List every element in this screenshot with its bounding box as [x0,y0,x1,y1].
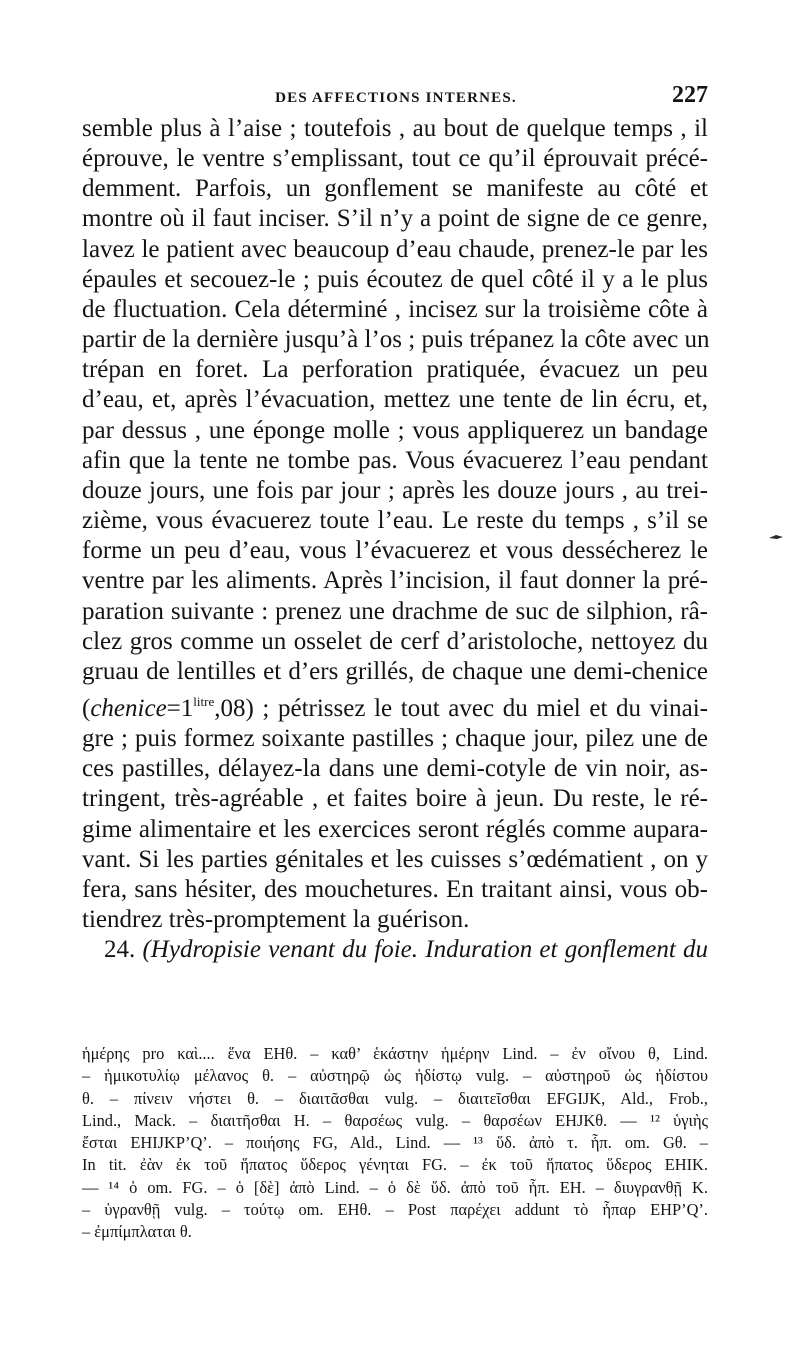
body-line: gre ; puis formez soixante pastilles ; chaque jour, pilez une de [82,725,708,753]
footnote-line: Lind., Mack. – διαιτῆσθαι H. – θαρσέως vulg. – θαρσέων EHJKθ. — ¹² ὑγιὴς [82,1110,708,1130]
footnotes [82,1043,708,1244]
chenice-rest: ,08) ; pétrissez le tout avec du miel et du vinai- [214,694,708,722]
body-line: d’eau, et, après l’évacuation, mettez une tente de lin écru, et, [82,386,708,414]
body-line: trépan en foret. La perforation pratiquée, évacuez un peu [82,356,708,384]
footnote-line: In tit. ἐὰν ἐκ τοῦ ἥπατος ὕδερος γένηται FG. – ἐκ τοῦ ἥπατος ὕδερος EHIK. [82,1155,708,1175]
body-line: fera, sans hésiter, des mouchetures. En traitant ainsi, vous ob- [82,875,708,903]
running-head [84,82,708,112]
chenice-word: chenice [90,694,167,722]
ink-mark-icon [768,530,784,548]
body-line: forme un peu d’eau, vous l’évacuerez et vous dessécherez le [82,537,708,565]
section-heading: (Hydropisie venant du foie. Induration et gonflement du [142,936,708,964]
body-line: partir de la dernière jusqu’à l’os ; puis trépanez la côte avec un [82,326,710,354]
footnote-line: — ¹⁴ ὁ om. FG. – ὁ [δὲ] ἀπὸ Lind. – ὁ δὲ ὕδ. ἀπὸ τοῦ ἧπ. EH. – διυγρανθῇ K. [82,1177,708,1197]
body-line: tringent, très-agréable , et faites boire à jeun. Du reste, le ré- [82,785,708,813]
body-line: ventre par les aliments. Après l’incision, il faut donner la pré- [82,567,708,595]
litre-superscript: litre [193,693,215,709]
body-line: éprouve, le ventre s’emplissant, tout ce qu’il éprouvait précé- [82,145,708,173]
body-text [82,114,708,965]
body-line: afin que la tente ne tombe pas. Vous évacuerez l’eau pendant [82,446,708,474]
running-title: DES AFFECTIONS INTERNES. [275,90,517,106]
chenice-eq: =1 [166,694,194,722]
body-line: semble plus à l’aise ; toutefois , au bout de quelque temps , il [82,115,708,142]
body-line: demment. Parfois, un gonflement se manifeste au côté et [82,175,708,203]
section-heading-line [82,935,708,965]
body-line: épaules et secouez-le ; puis écoutez de quel côté il y a le plus [82,265,708,293]
footnote-line: – ὑγρανθῇ vulg. – τούτῳ om. EHθ. – Post παρέχει addunt τὸ ἧπαρ EHP’Q’. [82,1200,708,1220]
body-line: montre où il faut inciser. S’il n’y a point de signe de ce genre, [82,205,708,233]
body-line: vant. Si les parties génitales et les cuisses s’œdématient , on y [82,845,708,873]
body-line: zième, vous évacuerez toute l’eau. Le reste du temps , s’il se [82,507,708,535]
body-line: par dessus , une éponge molle ; vous appliquerez un bandage [82,416,708,444]
body-line: de fluctuation. Cela déterminé , incisez sur la troisième côte à [82,295,708,323]
body-line: lavez le patient avec beaucoup d’eau chaude, prenez-le par les [82,235,708,263]
body-line: gime alimentaire et les exercices seront réglés comme aupara- [82,815,708,843]
body-line: clez gros comme un osselet de cerf d’aristoloche, nettoyez du [82,627,708,655]
body-line: tiendrez très-promptement la guérison. [82,906,470,934]
body-line: ces pastilles, délayez-la dans une demi-cotyle de vin noir, as- [82,755,708,783]
section-number: 24. [104,936,136,964]
footnote-line: ἡμέρης pro καὶ.... ἕνα EHθ. – καθ’ ἑκάστην ἡμέρην Lind. – ἐν οἴνου θ, Lind. [82,1044,708,1063]
body-line: gruau de lentilles et d’ers grillés, de chaque une demi-chenice [82,657,708,685]
chenice-open: ( [82,694,91,722]
footnote-line: ἔσται EHIJKP’Q’. – ποιήσης FG, Ald., Lind. — ¹³ ὕδ. ἀπὸ τ. ἧπ. om. Gθ. – [82,1133,708,1153]
page-number: 227 [672,82,708,108]
footnote-line: – ἡμικοτυλίῳ μέλανος θ. – αὐστηρῷ ὡς ἡδίστῳ vulg. – αὐστηροῦ ὡς ἡδίστου [82,1066,708,1086]
footnote-line: – ἐμπίμπλαται θ. [82,1222,192,1242]
body-line-chenice [82,687,708,724]
footnote-line: θ. – πίνειν νήστει θ. – διαιτᾶσθαι vulg. – διαιτεῖσθαι EFGIJK, Ald., Frob., [82,1088,708,1108]
body-line: paration suivante : prenez une drachme de suc de silphion, râ- [82,597,708,625]
body-line: douze jours, une fois par jour ; après les douze jours , au trei- [82,476,708,504]
